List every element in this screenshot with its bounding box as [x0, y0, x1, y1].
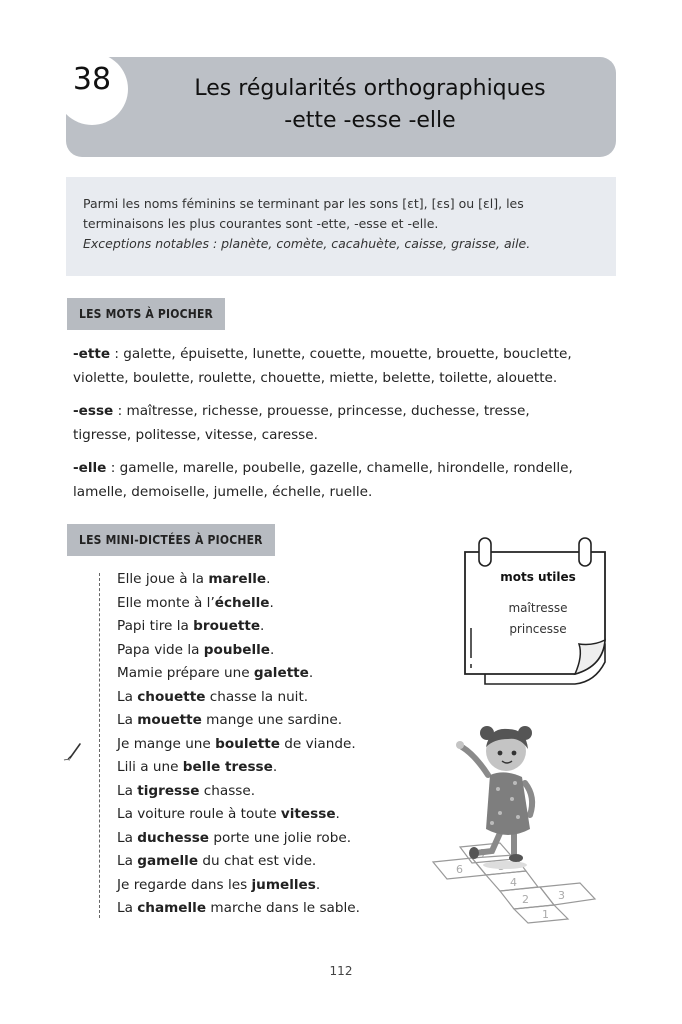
- dictee-sentence: [117, 639, 360, 663]
- girl-hopscotch-illustration: [430, 725, 605, 925]
- target-word: galette: [253, 665, 309, 681]
- word-group-text: violette, boulette, roulette, chouette, miette, belette, toilette, alouette.: [73, 370, 558, 386]
- exceptions-line: Exceptions notables : planète, comète, cacahuète, caisse, graisse, aile.: [83, 236, 531, 251]
- target-word: boulette: [215, 735, 280, 752]
- sentence-text: du chat est vide.: [198, 853, 317, 869]
- word-group-text: : gamelle, marelle, poubelle, gazelle, chamelle, hirondelle, rondelle,: [106, 460, 573, 476]
- dictee-sentence: [117, 709, 360, 733]
- dictee-sentence: [117, 686, 360, 710]
- target-word: tigresse: [137, 782, 200, 799]
- sentence-text: .: [269, 594, 274, 611]
- page-title: [135, 73, 605, 137]
- dictee-sentence: [117, 803, 360, 827]
- sentence-text: .: [335, 806, 340, 822]
- target-word: duchesse: [137, 829, 209, 846]
- dictee-sentence: [117, 850, 360, 874]
- target-word: jumelles: [251, 876, 316, 893]
- word-group-ending: -esse: [73, 403, 114, 419]
- word-group-text: : galette, épuisette, lunette, couette, mouette, brouette, bouclette,: [110, 346, 572, 362]
- target-word: échelle: [214, 594, 270, 611]
- word-group-esse: [73, 399, 623, 447]
- dictee-sentence: [117, 897, 360, 921]
- sentence-text: Lili a une: [117, 759, 183, 775]
- target-word: marelle: [208, 571, 267, 587]
- sentence-text: La: [117, 900, 138, 916]
- sentence-text: chasse la nuit.: [205, 688, 309, 705]
- word-group-text: lamelle, demoiselle, jumelle, échelle, ruelle.: [73, 484, 373, 500]
- note-word-list: [470, 598, 606, 640]
- rule-box: [66, 177, 616, 276]
- hopscotch-number: 1: [542, 908, 549, 921]
- sentence-text: Elle joue à la: [117, 571, 209, 587]
- target-word: chouette: [137, 688, 206, 705]
- word-group-text: tigresse, politesse, vitesse, caresse.: [73, 427, 318, 443]
- sentence-text: La: [117, 853, 138, 869]
- note-word: princesse: [509, 622, 567, 636]
- dictee-sentence: [117, 568, 360, 592]
- dictee-sentence: [117, 615, 360, 639]
- pencil-icon: [62, 740, 84, 762]
- word-group-elle: [73, 456, 623, 504]
- dictee-sentence: [117, 827, 360, 851]
- sentence-text: .: [260, 618, 265, 634]
- hopscotch-number: 7: [480, 847, 487, 860]
- target-word: brouette: [193, 618, 261, 634]
- sentence-text: porte une jolie robe.: [209, 829, 352, 846]
- target-word: vitesse: [280, 806, 336, 822]
- sentence-text: marche dans le sable.: [206, 900, 360, 916]
- rule-line: terminaisons les plus courantes sont -ette, -esse et -elle.: [83, 216, 439, 231]
- rule-line: Parmi les noms féminins se terminant par les sons [ɛt], [ɛs] ou [ɛl], les: [83, 196, 524, 211]
- sentence-text: Je regarde dans les: [117, 876, 252, 893]
- sentence-text: de viande.: [279, 735, 356, 752]
- sentence-text: .: [270, 641, 275, 658]
- sentence-text: .: [272, 759, 278, 775]
- dictee-sentence: [117, 592, 360, 616]
- sentence-text: Papi tire la: [117, 618, 194, 634]
- target-word: chamelle: [137, 900, 207, 916]
- note-title: mots utiles: [500, 570, 576, 584]
- sentence-text: La: [117, 829, 138, 846]
- chapter-number: 38: [72, 62, 112, 97]
- word-group-ending: -elle: [73, 460, 107, 476]
- hopscotch-number: 4: [510, 876, 517, 889]
- dictee-list: [117, 568, 360, 921]
- page-title-line1: Les régularités orthographiques: [194, 76, 546, 101]
- dictee-sentence: [117, 662, 360, 686]
- sentence-text: Elle monte à l’: [117, 594, 215, 611]
- target-word: poubelle: [203, 641, 271, 658]
- sentence-text: Papa vide la: [117, 641, 204, 658]
- dashed-margin-line: [99, 573, 100, 918]
- dictee-sentence: [117, 780, 360, 804]
- sentence-text: La: [117, 782, 138, 799]
- sentence-text: .: [315, 876, 321, 893]
- word-group-ending: -ette: [73, 346, 111, 362]
- sentence-text: Mamie prépare une: [117, 665, 254, 681]
- dictee-sentence: [117, 874, 360, 898]
- sentence-text: La: [117, 688, 138, 705]
- sentence-text: mange une sardine.: [201, 712, 343, 728]
- hopscotch-number: 2: [522, 893, 529, 906]
- target-word: gamelle: [137, 853, 199, 869]
- word-group-text: : maîtresse, richesse, prouesse, princesse, duchesse, tresse,: [113, 403, 530, 419]
- section-label-dictees: LES MINI-DICTÉES À PIOCHER: [67, 524, 275, 556]
- sentence-text: chasse.: [199, 782, 256, 799]
- target-word: mouette: [137, 712, 202, 728]
- sentence-text: La: [117, 712, 138, 728]
- word-group-ette: [73, 342, 623, 390]
- sentence-text: .: [266, 571, 271, 587]
- dictee-sentence: [117, 756, 360, 780]
- page-number: 112: [329, 964, 353, 978]
- note-word: maîtresse: [508, 601, 568, 615]
- dictee-sentence: [117, 733, 360, 757]
- page-title-line2: -ette -esse -elle: [284, 108, 456, 133]
- sentence-text: .: [308, 665, 314, 681]
- hopscotch-number: 6: [456, 863, 463, 876]
- sentence-text: Je mange une: [117, 735, 216, 752]
- hopscotch-number: 3: [558, 889, 565, 902]
- target-word: belle tresse: [182, 759, 273, 775]
- section-label-words: LES MOTS À PIOCHER: [67, 298, 225, 330]
- sentence-text: La voiture roule à toute: [117, 806, 281, 822]
